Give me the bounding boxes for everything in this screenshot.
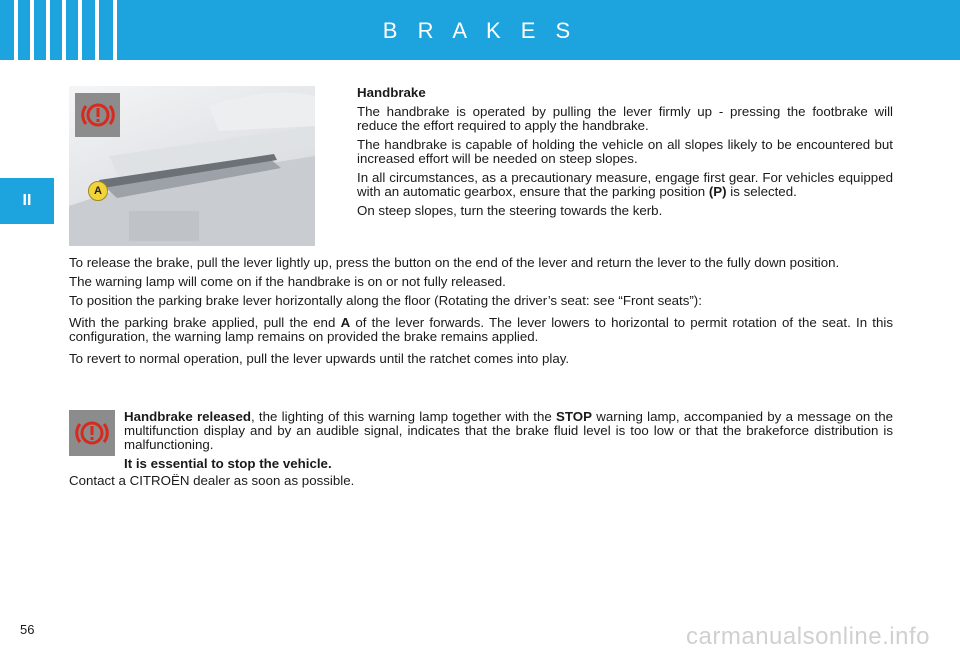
watermark: carmanualsonline.info	[686, 623, 930, 650]
released-section	[124, 410, 893, 476]
page-title: B R A K E S	[382, 18, 578, 43]
brake-warning-icon	[75, 93, 120, 137]
chapter-tab: II	[0, 178, 54, 224]
essential-notice: It is essential to stop the vehicle.	[124, 456, 332, 471]
section-heading: Handbrake	[357, 85, 426, 100]
paragraph-text: warning lamp, accompanied by a message on the multifunction display and by an audible signal, indicates that the brake fluid level is too low or that the brakeforce distribution is malfunctioning.	[124, 409, 893, 452]
contact-dealer: Contact a CITROËN dealer as soon as possible.	[69, 473, 355, 488]
paragraph	[357, 171, 893, 199]
release-instructions	[69, 256, 893, 371]
paragraph: To position the parking brake lever horizontally along the floor (Rotating the driver’s seat: see “Front seats”):	[69, 293, 702, 308]
paragraph: To release the brake, pull the lever lightly up, press the button on the end of the lever and return the lever to the fully down position.	[69, 255, 840, 270]
handbrake-section	[357, 86, 893, 223]
paragraph: On steep slopes, turn the steering towards the kerb.	[357, 203, 663, 218]
paragraph: To revert to normal operation, pull the lever upwards until the ratchet comes into play.	[69, 351, 570, 366]
brake-warning-icon	[69, 410, 115, 456]
lever-end-label: A	[88, 181, 108, 201]
paragraph-text: , the lighting of this warning lamp together with the	[250, 409, 557, 424]
paragraph-text: of the lever forwards. The lever lowers to horizontal to permit rotation of the seat. In this configuration, the warning lamp remains on provided the brake remains applied.	[69, 315, 893, 344]
paragraph-text: In all circumstances, as a precautionary measure, engage first gear. For vehicles equipped with an automatic gearbox, ensure that the parking position	[357, 170, 893, 199]
paragraph-text: is selected.	[726, 184, 797, 199]
header-banner	[0, 0, 960, 60]
lever-end-ref: A	[340, 315, 351, 330]
paragraph: The warning lamp will come on if the handbrake is on or not fully released.	[69, 274, 506, 289]
paragraph: The handbrake is capable of holding the vehicle on all slopes likely to be encountered but increased effort will be needed on steep slopes.	[357, 137, 893, 166]
paragraph-text: With the parking brake applied, pull the end	[69, 315, 341, 330]
park-position-label: (P)	[708, 184, 727, 199]
stop-label: STOP	[556, 409, 593, 424]
paragraph	[69, 316, 893, 344]
paragraph	[124, 410, 893, 452]
paragraph: The handbrake is operated by pulling the lever firmly up - pressing the footbrake will reduce the effort required to apply the handbrake.	[357, 104, 893, 133]
released-heading: Handbrake released	[124, 409, 251, 424]
page-number: 56	[20, 622, 35, 637]
